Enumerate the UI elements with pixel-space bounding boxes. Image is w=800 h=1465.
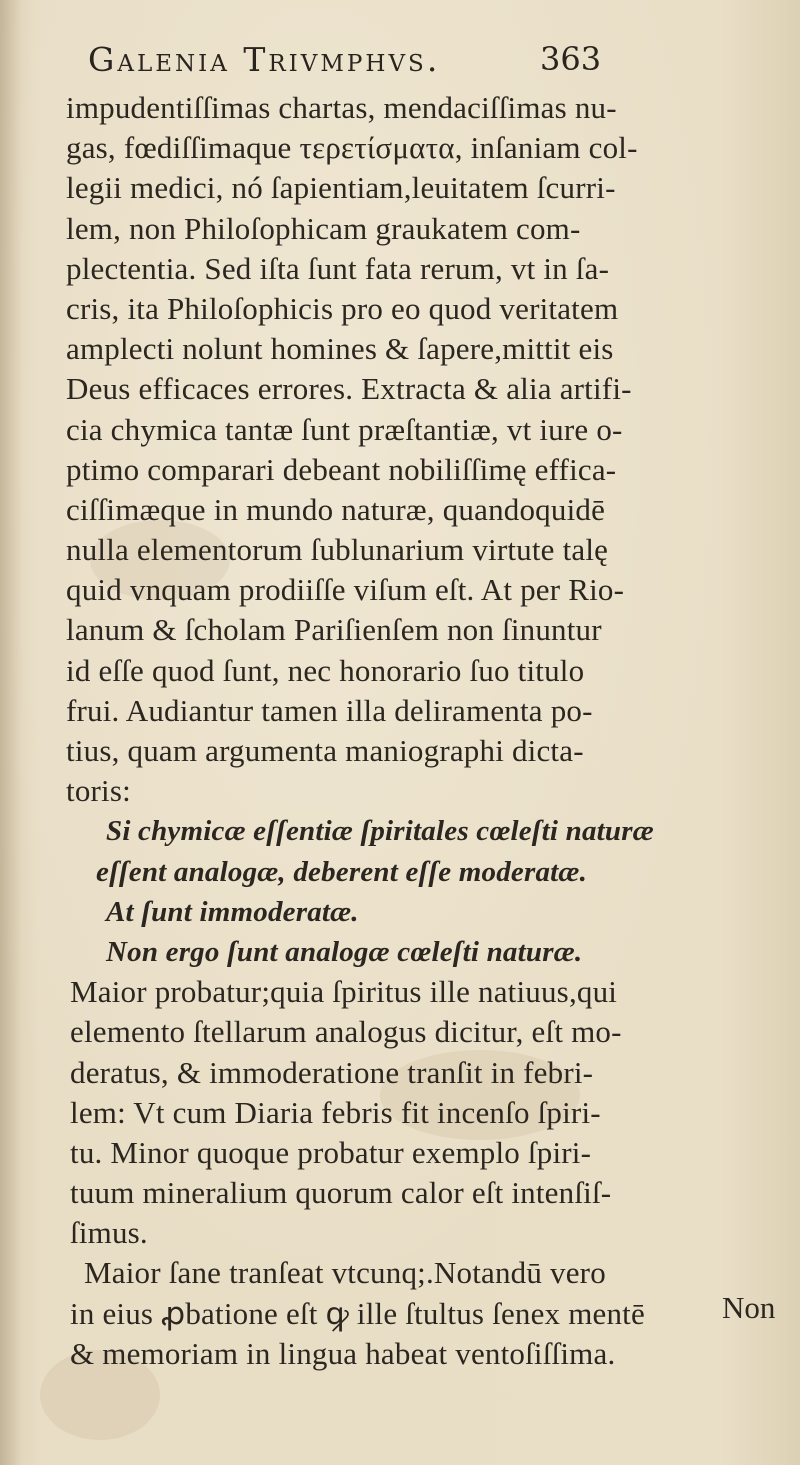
text-line: lem: Vt cum Diaria febris fit incenſo ſpiri-: [70, 1094, 601, 1130]
catchword: Non: [722, 1290, 776, 1325]
text-line: deratus, & immoderatione tranſit in febri-: [70, 1054, 594, 1090]
text-line: elemento ſtellarum analogus dicitur, eſt mo-: [70, 1014, 622, 1050]
text-line: tuum mineralium quorum calor eſt intenſiſ-: [70, 1175, 612, 1211]
text-line: Deus efficaces errores. Extracta & alia artifi-: [66, 371, 632, 407]
text-line: tu. Minor quoque probatur exemplo ſpiri-: [70, 1134, 592, 1170]
text-line: cia chymica tantæ ſunt præſtantiæ, vt iure o-: [66, 411, 623, 447]
text-line: lanum & ſcholam Pariſienſem non ſinuntur: [66, 612, 602, 648]
text-line: plectentia. Sed iſta ſunt fata rerum, vt in ſa-: [66, 250, 610, 286]
text-line: Maior ſane tranſeat vtcunq;.Notandū vero: [84, 1255, 606, 1291]
text-line: nulla elementorum ſublunarium virtute talę: [66, 532, 609, 568]
text-line: lem, non Philoſophicam graukatem com-: [66, 210, 581, 246]
text-line: At ſunt immoderatæ.: [106, 895, 359, 928]
text-line: toris:: [66, 773, 131, 809]
text-line: ciſſimæque in mundo naturæ, quandoquidē: [66, 491, 606, 527]
page-number: 363: [540, 40, 602, 78]
text-line: Non ergo ſunt analogæ cœleſti naturæ.: [106, 935, 583, 968]
text-line: tius, quam argumenta maniographi dicta-: [66, 733, 584, 768]
text-line: & memoriam in lingua habeat ventoſiſſima.: [70, 1335, 616, 1371]
running-head: [0, 40, 800, 80]
body-text: [66, 88, 766, 1374]
text-line: quid vnquam prodiiſſe viſum eſt. At per Rio-: [66, 572, 625, 608]
text-line: Maior probatur;quia ſpiritus ille natiuus,qui: [70, 974, 618, 1010]
text-line: gas, fœdiſſimaque τερετίσματα, inſaniam col-: [66, 130, 638, 166]
text-line: ptimo comparari debeant nobiliſſimę effica-: [66, 451, 617, 487]
text-line: amplecti nolunt homines & ſapere,mittit eis: [66, 331, 614, 367]
text-line: Si chymicæ eſſentiæ ſpiritales cœleſti naturæ: [106, 815, 654, 848]
text-line: frui. Audiantur tamen illa deliramenta po-: [66, 692, 593, 728]
spine-shadow: [0, 0, 22, 1465]
text-line: ſimus.: [70, 1215, 148, 1251]
text-line: cris, ita Philoſophicis pro eo quod veritatem: [66, 290, 619, 326]
text-line: impudentiſſimas chartas, mendaciſſimas nu-: [66, 90, 617, 125]
text-line: eſſent analogæ, deberent eſſe moderatæ.: [96, 855, 588, 888]
text-line: legii medici, nó ſapientiam,leuitatem ſcurri-: [66, 170, 616, 206]
text-line: id eſſe quod ſunt, nec honorario ſuo titulo: [66, 652, 585, 688]
text-line: in eius ꝓbatione eſt ꝙ ille ſtultus ſenex mentē: [70, 1295, 645, 1331]
running-title: Galenia Trivmphvs.: [88, 40, 441, 79]
